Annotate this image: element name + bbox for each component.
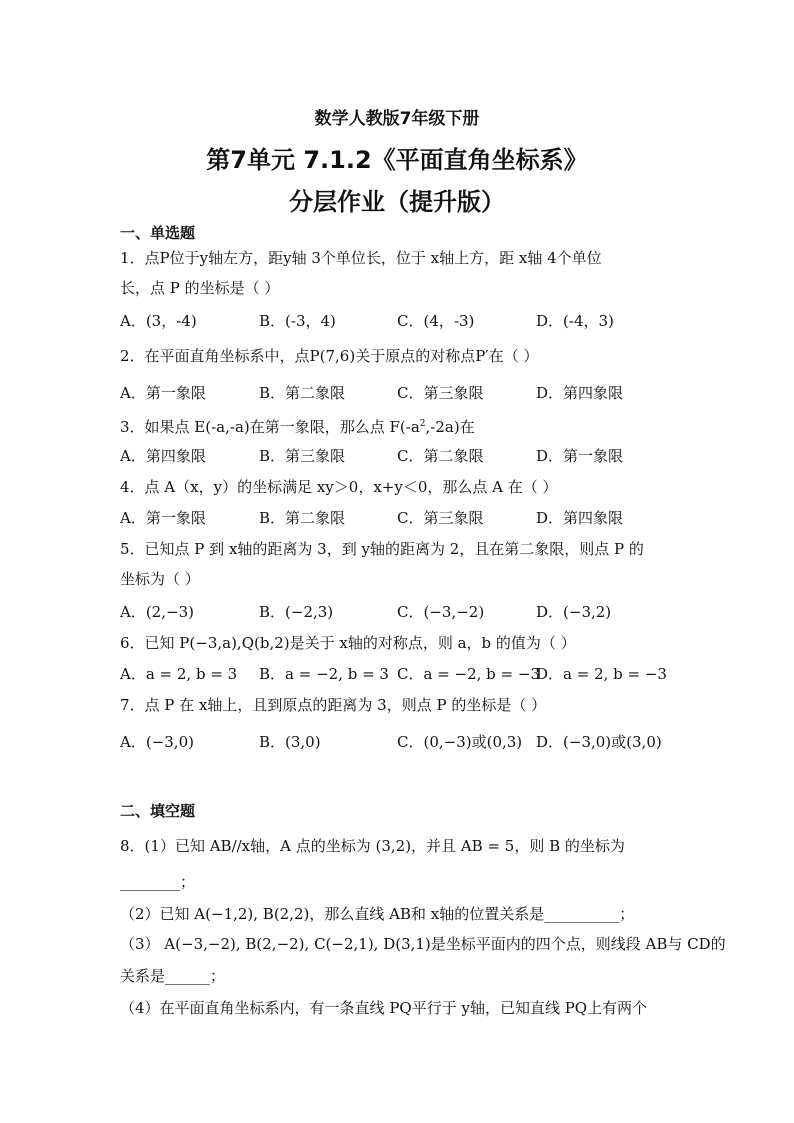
question-2-option-c: C．第三象限: [397, 384, 484, 402]
question-7-option-d: D．(−3,0)或(3,0): [536, 733, 662, 751]
question-1-option-a: A．(3，-4): [120, 312, 197, 330]
question-5-option-c: C．(−3,−2): [397, 603, 485, 621]
question-2-option-a: A．第一象限: [120, 384, 206, 402]
doc-title-version: 分层作业（提升版）: [289, 188, 505, 216]
question-7-option-c: C．(0,−3)或(0,3): [397, 733, 523, 751]
question-5-line-2: 坐标为（ ）: [120, 570, 200, 588]
question-7-option-a: A．(−3,0): [120, 733, 194, 751]
question-1-option-c: C．(4，-3): [397, 312, 475, 330]
question-8-line-4: （3） A(−3,−2), B(2,−2), C(−2,1), D(3,1)是坐标平面内的四个点，则线段 AB与 CD的: [120, 935, 726, 953]
question-8-line-3: （2）已知 A(−1,2), B(2,2)，那么直线 AB和 x轴的位置关系是__________；: [120, 905, 635, 923]
question-3-option-c: C．第二象限: [397, 447, 484, 465]
question-5-option-d: D．(−3,2): [536, 603, 612, 621]
question-4-option-d: D．第四象限: [536, 509, 624, 527]
question-1-option-d: D．(-4，3): [536, 312, 614, 330]
question-1-option-b: B．(-3，4): [259, 312, 336, 330]
question-4-option-a: A．第一象限: [120, 509, 206, 527]
question-3-option-a: A．第四象限: [120, 447, 206, 465]
question-4-option-c: C．第三象限: [397, 509, 484, 527]
question-1-line-1: 1．点P位于y轴左方，距y轴 3个单位长，位于 x轴上方，距 x轴 4个单位: [120, 249, 602, 267]
question-3-text-post: ,-2a)在: [425, 418, 475, 436]
question-6-option-c: C．a = −2, b = −3: [397, 665, 540, 683]
section-heading-single-choice: 一、单选题: [120, 224, 196, 242]
question-5-option-a: A．(2,−3): [120, 603, 194, 621]
question-6-option-a: A．a = 2, b = 3: [120, 665, 238, 683]
question-1-line-2: 长，点 P 的坐标是（ ）: [120, 279, 280, 297]
question-3-option-d: D．第一象限: [536, 447, 624, 465]
question-6-option-d: D．a = 2, b = −3: [536, 665, 667, 683]
question-7-option-b: B．(3,0): [259, 733, 321, 751]
question-4-line-1: 4．点 A（x，y）的坐标满足 xy＞0，x+y＜0，那么点 A 在（ ）: [120, 478, 558, 496]
section-heading-fill-in: 二、填空题: [120, 802, 196, 820]
question-3-line-1: [120, 414, 475, 437]
question-3-text-pre: 3．如果点 E(-a,-a)在第一象限，那么点 F(-a: [120, 418, 420, 436]
question-8-answer-blank: ________；: [120, 873, 196, 891]
question-8-line-5: 关系是______；: [120, 967, 226, 985]
question-3-superscript: 2: [419, 419, 426, 429]
question-4-option-b: B．第二象限: [259, 509, 346, 527]
question-2-option-d: D．第四象限: [536, 384, 624, 402]
question-7-line-1: 7．点 P 在 x轴上，且到原点的距离为 3，则点 P 的坐标是（ ）: [120, 696, 547, 714]
doc-title-grade: 数学人教版7年级下册: [314, 109, 480, 129]
question-8-line-6: （4）在平面直角坐标系内，有一条直线 PQ平行于 y轴，已知直线 PQ上有两个: [120, 999, 648, 1017]
doc-title-unit: 第7单元 7.1.2《平面直角坐标系》: [206, 146, 588, 174]
question-8-line-1: 8．(1）已知 AB//x轴，A 点的坐标为 (3,2)，并且 AB = 5，则 B 的坐标为: [120, 837, 625, 855]
question-2-option-b: B．第二象限: [259, 384, 346, 402]
question-6-line-1: 6．已知 P(−3,a),Q(b,2)是关于 x轴的对称点，则 a，b 的值为（ ）: [120, 634, 576, 652]
question-3-option-b: B．第三象限: [259, 447, 346, 465]
question-2-line-1: 2．在平面直角坐标系中，点P(7,6)关于原点的对称点P′在（ ）: [120, 347, 539, 365]
question-6-option-b: B．a = −2, b = 3: [259, 665, 389, 683]
question-5-option-b: B．(−2,3): [259, 603, 334, 621]
question-5-line-1: 5．已知点 P 到 x轴的距离为 3，到 y轴的距离为 2，且在第二象限，则点 P 的: [120, 540, 644, 558]
